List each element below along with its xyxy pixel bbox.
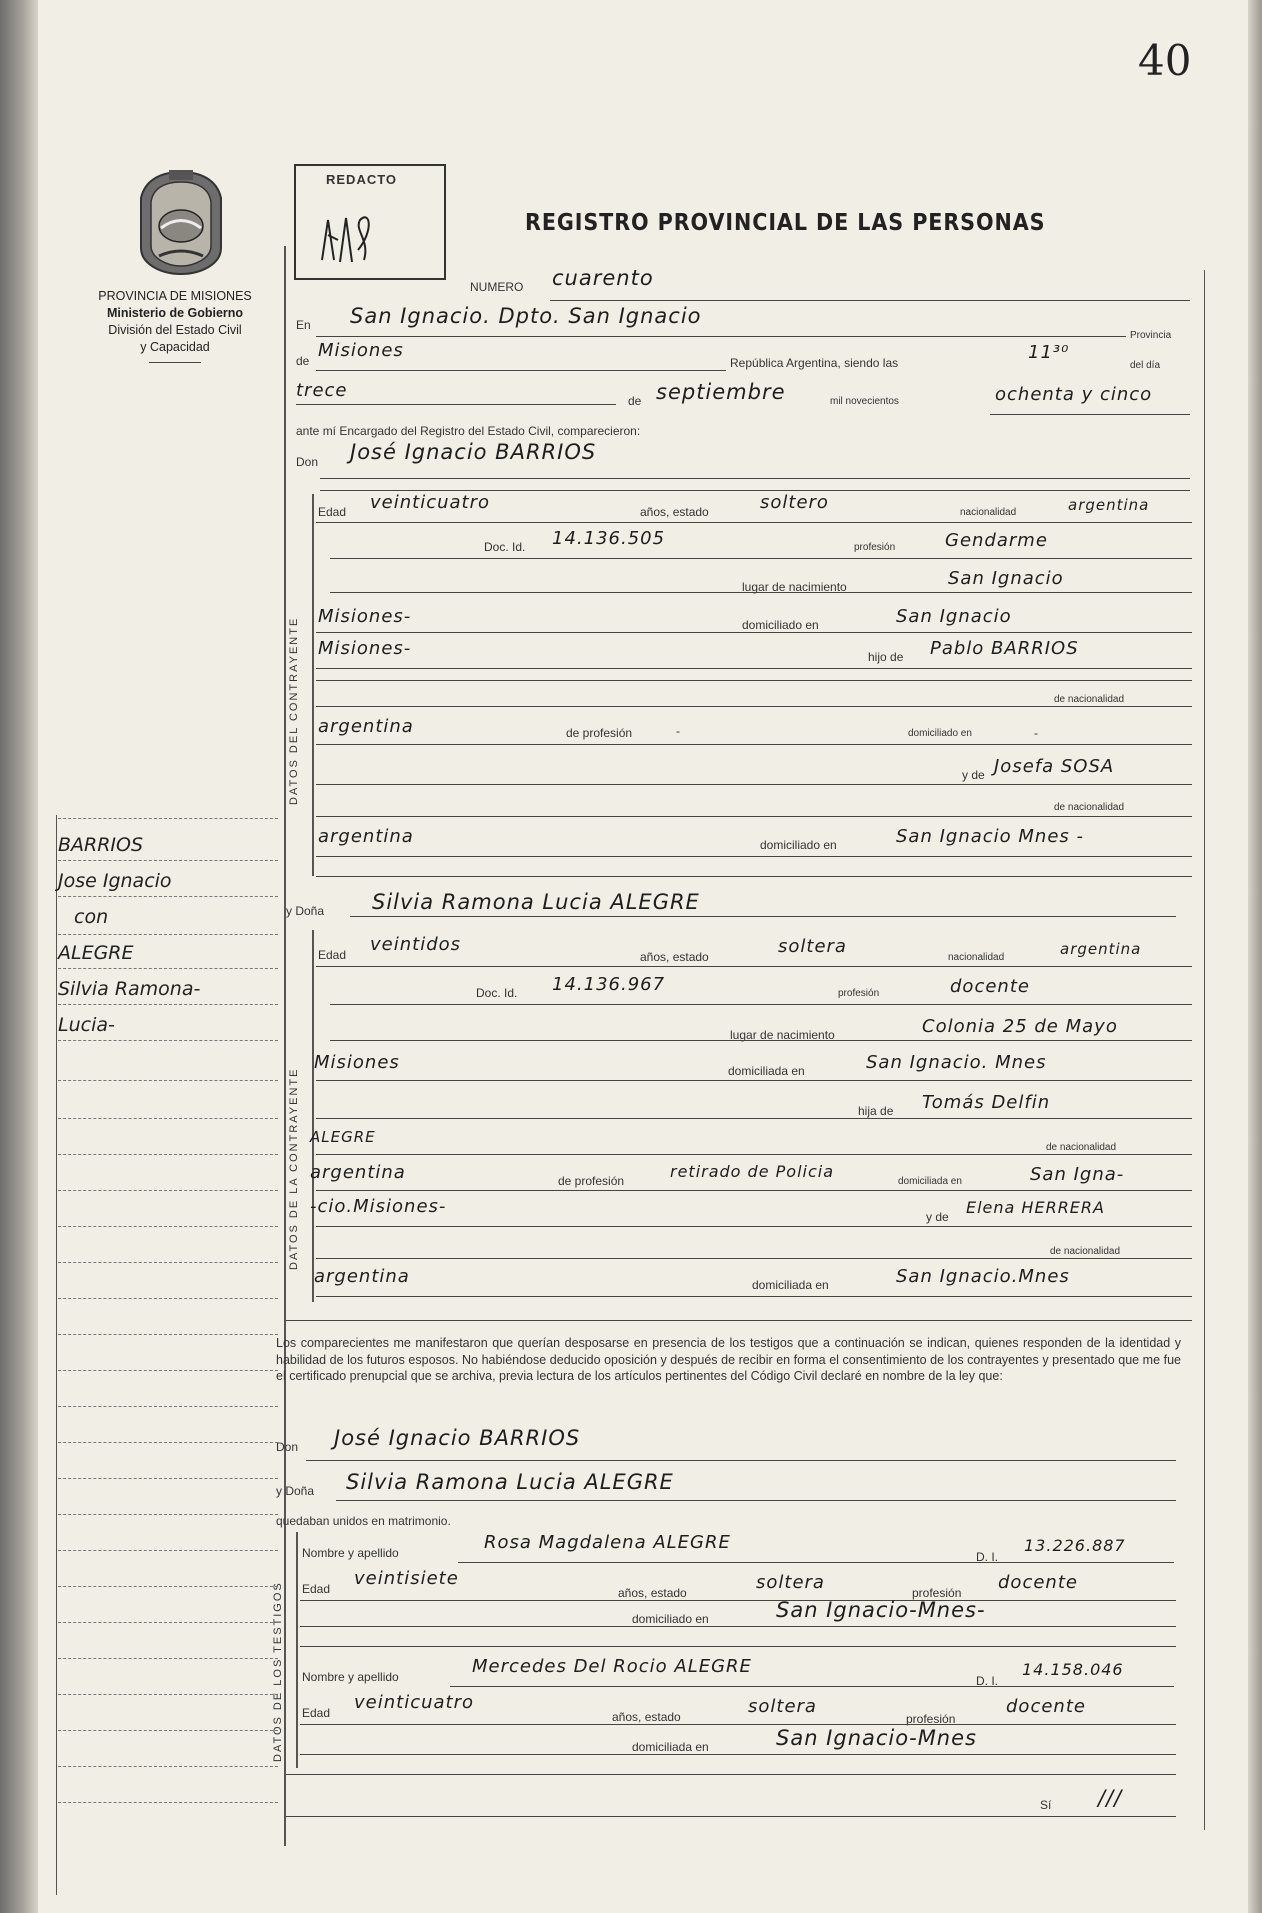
province-name: PROVINCIA DE MISIONES	[98, 289, 252, 303]
margin-line	[58, 1730, 278, 1731]
contrayente-padre-dom: -	[1034, 726, 1038, 740]
domiciliada-en-label: domiciliada en	[898, 1176, 962, 1187]
row-line	[316, 1154, 1192, 1155]
contrayente-section-label: DATOS DEL CONTRAYENTE	[288, 616, 300, 805]
y-de-label: y de	[962, 768, 985, 782]
profesion-label: profesión	[838, 988, 880, 999]
margin-line	[58, 1766, 278, 1767]
row-line	[316, 706, 1192, 707]
row-line	[316, 668, 1192, 669]
contrayenta-madre-dom: San Ignacio.Mnes	[896, 1266, 1070, 1287]
domiciliado-en-label: domiciliado en	[908, 728, 972, 739]
republica-label: República Argentina, siendo las	[730, 356, 899, 370]
margin-line	[58, 1586, 278, 1587]
contrayenta-edad: veintidos	[370, 934, 462, 955]
lugar-nac-label: lugar de nacimiento	[742, 580, 847, 594]
testigo1-dom-label: domiciliado en	[632, 1612, 709, 1626]
contrayenta-padre-prof: retirado de Policia	[670, 1162, 835, 1181]
nacionalidad-label: nacionalidad	[960, 507, 1017, 518]
row-line	[316, 1190, 1192, 1191]
testigo1-di-label: D. I.	[976, 1550, 999, 1564]
don-value: José Ignacio BARRIOS	[350, 440, 597, 464]
ante-label: ante mí Encargado del Registro del Estado Civil, comparecieron:	[296, 424, 641, 438]
row-line	[316, 816, 1192, 817]
contrayente-lugar-nac: San Ignacio	[948, 568, 1064, 589]
contrayente-doc: 14.136.505	[552, 528, 666, 549]
page-edge	[1248, 0, 1262, 1913]
margin-line	[58, 1190, 278, 1191]
dia-line	[296, 404, 616, 405]
margin-line	[58, 860, 278, 861]
testigo1-profesion-label: profesión	[912, 1586, 962, 1600]
redacto-box	[294, 164, 446, 280]
testigo1-di: 13.226.887	[1024, 1536, 1126, 1555]
contrayenta-lugar-nac-2: Misiones	[314, 1052, 400, 1073]
margin-line	[58, 818, 278, 819]
contrayente-madre: Josefa SOSA	[994, 756, 1115, 777]
testigo2-profesion: docente	[1006, 1696, 1086, 1717]
testigo2-profesion-label: profesión	[906, 1712, 956, 1726]
mil-label: mil novecientos	[830, 396, 899, 407]
testigo2-estado: soltera	[748, 1696, 817, 1717]
ministry-name: Ministerio de Gobierno	[106, 306, 244, 320]
testigo2-di: 14.158.046	[1022, 1660, 1124, 1679]
testigo1-estado: soltera	[756, 1572, 825, 1593]
decl-don-value: José Ignacio BARRIOS	[334, 1426, 581, 1450]
division-name-2: y Capacidad	[140, 340, 210, 354]
contrayenta-madre: Elena HERRERA	[966, 1198, 1105, 1217]
margin-line	[58, 1514, 278, 1515]
decl-dona-label: y Doña	[276, 1484, 315, 1498]
contrayenta-doc: 14.136.967	[552, 974, 666, 995]
row-line	[286, 1320, 1192, 1321]
row-line	[300, 1724, 1176, 1725]
testigo2-domicilio: San Ignacio-Mnes	[776, 1726, 977, 1750]
contrayente-estado: soltero	[760, 492, 829, 513]
row-line	[300, 1646, 1176, 1647]
margin-line	[58, 1442, 278, 1443]
testigo1-nombre: Rosa Magdalena ALEGRE	[484, 1532, 731, 1553]
row-line	[316, 966, 1192, 967]
anios-estado-label: años, estado	[640, 505, 709, 519]
testigo1-nombre-label: Nombre y apellido	[302, 1546, 399, 1560]
doc-label: Doc. Id.	[476, 986, 518, 1000]
de-mes-label: de	[628, 394, 642, 408]
margin-line	[58, 1154, 278, 1155]
contrayente-domicilio: San Ignacio	[896, 606, 1012, 627]
margin-line	[58, 1334, 278, 1335]
row-line	[316, 856, 1192, 857]
don-line	[320, 478, 1190, 479]
numero-line	[550, 300, 1190, 301]
form-right-rule	[1204, 270, 1205, 1830]
margin-con: con	[74, 906, 109, 928]
testigos-rule	[296, 1532, 298, 1768]
margin-name-2b: Lucia-	[58, 1014, 115, 1036]
row-line	[300, 1754, 1176, 1755]
testigo2-di-label: D. I.	[976, 1674, 999, 1688]
contrayenta-padre-dom: San Igna-	[1030, 1164, 1125, 1185]
contrayenta-padre-2: ALEGRE	[310, 1128, 376, 1146]
decl-line	[306, 1460, 1176, 1461]
contrayente-padre-nac: argentina	[318, 716, 414, 737]
issuer-block	[60, 288, 290, 363]
testigo2-edad-label: Edad	[302, 1706, 331, 1720]
en-label: En	[296, 318, 311, 332]
provincia-value: Misiones	[318, 340, 404, 361]
contrayenta-domicilio: San Ignacio. Mnes	[866, 1052, 1047, 1073]
testigo1-domicilio: San Ignacio-Mnes-	[776, 1598, 986, 1622]
footer-si: Sí	[1040, 1798, 1052, 1812]
margin-line	[58, 1226, 278, 1227]
row-line	[300, 1626, 1176, 1627]
margin-line	[58, 1622, 278, 1623]
row-line	[316, 632, 1192, 633]
row-line	[316, 1080, 1192, 1081]
margin-name-1: Jose Ignacio	[58, 870, 172, 892]
margin-line	[58, 934, 278, 935]
margin-name-2: Silvia Ramona-	[58, 978, 201, 1000]
contrayente-domicilio-2: Misiones-	[318, 638, 412, 659]
declaration-text: Los comparecientes me manifestaron que querían desposarse en presencia de los testigos que a continuación se indican, quienes responden de la identidad y habilidad de los futuros esposos. No habiéndose deducido oposición y después de recibir en forma el consentimiento de los contrayentes y presentado que me fue el certificado prenupcial que se archiva, previa lectura de los artículos pertinentes del Código Civil declaré en nombre de la ley que:	[276, 1336, 1181, 1383]
dia-value: trece	[296, 380, 348, 401]
contrayenta-padre-nac: argentina	[310, 1162, 406, 1183]
mes-value: septiembre	[656, 380, 786, 404]
contrayente-madre-nac: argentina	[318, 826, 414, 847]
book-binding	[0, 0, 38, 1913]
testigo1-edad: veintisiete	[354, 1568, 459, 1589]
edad-label: Edad	[318, 505, 347, 519]
page-folio: 40	[1138, 36, 1192, 85]
margin-line	[58, 1118, 278, 1119]
hora-value: 11³⁰	[1028, 342, 1070, 363]
de-nacionalidad-label: de nacionalidad	[1054, 694, 1125, 705]
contrayenta-estado: soltera	[778, 936, 847, 957]
redacto-signature	[314, 190, 384, 270]
contrayente-padre: Pablo BARRIOS	[930, 638, 1079, 659]
contrayente-padre-prof: -	[676, 724, 680, 738]
del-dia-label: del día	[1130, 360, 1161, 371]
contrayente-lugar-nac-2: Misiones-	[318, 606, 412, 627]
row-line	[316, 680, 1192, 681]
decl-don-label: Don	[276, 1440, 299, 1454]
contrayente-madre-dom: San Ignacio Mnes -	[896, 826, 1084, 847]
row-line	[300, 1600, 1176, 1601]
contrayenta-section-label: DATOS DE LA CONTRAYENTE	[288, 1067, 300, 1270]
profesion-label: profesión	[854, 542, 896, 553]
y-de-label: y de	[926, 1210, 949, 1224]
contrayenta-profesion: docente	[950, 976, 1030, 997]
anio-line	[990, 414, 1190, 415]
row-line	[286, 1774, 1176, 1775]
contrayenta-padre: Tomás Delfin	[922, 1092, 1051, 1113]
contrayente-rule	[312, 494, 314, 876]
margin-line	[58, 1694, 278, 1695]
de-profesion-label: de profesión	[558, 1174, 625, 1188]
contrayenta-lugar-nac: Colonia 25 de Mayo	[922, 1016, 1118, 1037]
anio-value: ochenta y cinco	[995, 384, 1153, 405]
contrayente-profesion: Gendarme	[945, 530, 1048, 551]
margin-surname-1: BARRIOS	[58, 834, 144, 856]
provincial-seal-icon	[130, 168, 232, 278]
testigo2-estado-label: años, estado	[612, 1710, 681, 1724]
provincia-line	[316, 370, 726, 371]
de-nacionalidad-label: de nacionalidad	[1046, 1142, 1117, 1153]
margin-line	[58, 1658, 278, 1659]
margin-line	[58, 1262, 278, 1263]
contrayente-edad: veinticuatro	[370, 492, 490, 513]
provincia-label: Provincia	[1130, 330, 1172, 341]
row-line	[330, 592, 1192, 593]
margin-line	[58, 1406, 278, 1407]
testigo2-nombre-label: Nombre y apellido	[302, 1670, 399, 1684]
contrayenta-madre-nac: argentina	[314, 1266, 410, 1287]
testigo1-profesion: docente	[998, 1572, 1078, 1593]
division-name: División del Estado Civil	[108, 323, 242, 337]
testigo1-edad-label: Edad	[302, 1582, 331, 1596]
margin-line	[58, 1370, 278, 1371]
numero-value: cuarento	[552, 266, 654, 290]
de-label: de	[296, 354, 310, 368]
margin-line	[58, 896, 278, 897]
row-line	[458, 1562, 1174, 1563]
footer-marks: ///	[1098, 1786, 1123, 1810]
margin-line	[58, 1550, 278, 1551]
margin-line	[58, 968, 278, 969]
row-line	[316, 1118, 1192, 1119]
contrayenta-padre-dom-2: -cio.Misiones-	[310, 1196, 447, 1217]
contrayente-nacionalidad: argentina	[1068, 496, 1150, 514]
don-label: Don	[296, 455, 319, 469]
registry-title: REGISTRO PROVINCIAL DE LAS PERSONAS	[525, 210, 1046, 236]
dona-label: y Doña	[286, 904, 325, 918]
anios-estado-label: años, estado	[640, 950, 709, 964]
row-line	[316, 876, 1192, 877]
row-line	[316, 1258, 1192, 1259]
margin-left-rule	[56, 815, 57, 1895]
edad-label: Edad	[318, 948, 347, 962]
row-line	[316, 1296, 1192, 1297]
decl-dona-value: Silvia Ramona Lucia ALEGRE	[346, 1470, 674, 1494]
margin-surname-2: ALEGRE	[58, 942, 134, 964]
doc-label: Doc. Id.	[484, 540, 526, 554]
redacto-label: REDACTO	[326, 172, 398, 187]
margin-line	[58, 1478, 278, 1479]
nacionalidad-label: nacionalidad	[948, 952, 1005, 963]
decl-line	[336, 1500, 1176, 1501]
margin-line	[58, 1298, 278, 1299]
dona-line	[350, 916, 1176, 917]
row-line	[316, 744, 1192, 745]
row-line	[330, 1040, 1192, 1041]
numero-label: NUMERO	[470, 280, 524, 294]
margin-line	[58, 1004, 278, 1005]
testigo1-estado-label: años, estado	[618, 1586, 687, 1600]
contrayenta-rule	[312, 930, 314, 1302]
testigos-section-label: DATOS DE LOS TESTIGOS	[272, 1581, 284, 1762]
quedaban-text: quedaban unidos en matrimonio.	[276, 1514, 451, 1528]
margin-line	[58, 1802, 278, 1803]
row-line	[316, 784, 1192, 785]
domiciliado-label-2: domiciliado en	[760, 838, 837, 852]
testigo2-dom-label: domiciliada en	[632, 1740, 709, 1754]
lugar-value: San Ignacio. Dpto. San Ignacio	[350, 304, 702, 328]
divider	[149, 362, 201, 363]
testigo2-nombre: Mercedes Del Rocio ALEGRE	[472, 1656, 752, 1677]
lugar-nac-label: lugar de nacimiento	[730, 1028, 835, 1042]
margin-line	[58, 1040, 278, 1041]
contrayenta-nacionalidad: argentina	[1060, 940, 1142, 958]
domiciliada-label: domiciliada en	[728, 1064, 805, 1078]
row-line	[450, 1686, 1174, 1687]
de-nacionalidad-label-2: de nacionalidad	[1054, 802, 1125, 813]
row-line	[286, 1816, 1176, 1817]
domiciliado-label: domiciliado en	[742, 618, 819, 632]
de-nacionalidad-label-2: de nacionalidad	[1050, 1246, 1121, 1257]
testigo2-edad: veinticuatro	[354, 1692, 474, 1713]
dona-value: Silvia Ramona Lucia ALEGRE	[372, 890, 700, 914]
row-line	[316, 1226, 1192, 1227]
form-left-rule	[284, 246, 286, 1846]
row-line	[330, 1004, 1192, 1005]
row-line	[316, 522, 1192, 523]
de-profesion-label: de profesión	[566, 726, 633, 740]
domiciliada-label-2: domiciliada en	[752, 1278, 829, 1292]
row-line	[330, 558, 1192, 559]
margin-line	[58, 1080, 278, 1081]
hijo-de-label: hijo de	[868, 650, 904, 664]
hija-de-label: hija de	[858, 1104, 894, 1118]
don-line-2	[320, 490, 1190, 491]
lugar-line	[316, 336, 1126, 337]
